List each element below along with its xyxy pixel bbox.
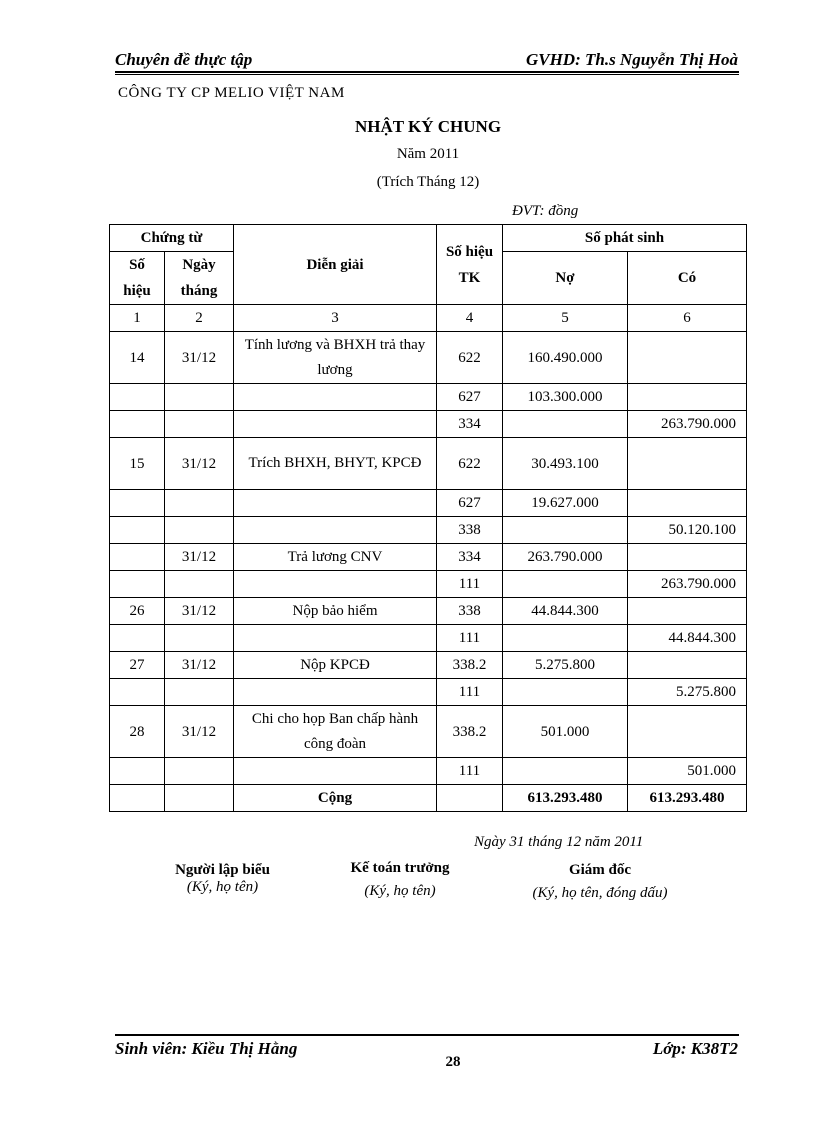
description-cell: Trích BHXH, BHYT, KPCĐ xyxy=(234,438,437,490)
column-number: 3 xyxy=(234,305,437,332)
header-voucher-number: Số hiệu xyxy=(110,252,165,305)
debit-cell: 5.275.800 xyxy=(503,652,628,679)
voucher-date-cell xyxy=(165,625,234,652)
table-row xyxy=(110,706,747,758)
chief-accountant-title: Kế toán trưởng xyxy=(350,860,450,876)
footer-student: Sinh viên: Kiều Thị Hằng xyxy=(115,1039,298,1058)
table-row xyxy=(110,490,747,517)
description-cell xyxy=(234,571,437,598)
column-number: 5 xyxy=(503,305,628,332)
account-cell: 111 xyxy=(437,679,503,706)
director-note: (Ký, họ tên, đóng dấu) xyxy=(532,885,668,901)
voucher-number-cell xyxy=(110,544,165,571)
header-amount: Số phát sinh xyxy=(503,225,747,252)
table-row xyxy=(110,517,747,544)
footer-rule xyxy=(115,1034,739,1036)
account-cell: 111 xyxy=(437,758,503,785)
voucher-number-cell: 28 xyxy=(110,706,165,758)
currency-unit: ĐVT: đồng xyxy=(512,203,579,219)
total-label: Cộng xyxy=(234,785,437,812)
debit-cell: 160.490.000 xyxy=(503,332,628,384)
voucher-number-cell: 27 xyxy=(110,652,165,679)
table-row xyxy=(110,598,747,625)
account-cell: 338.2 xyxy=(437,706,503,758)
document-title: NHẬT KÝ CHUNG xyxy=(354,117,502,136)
credit-cell: 50.120.100 xyxy=(628,517,747,544)
director-title: Giám đốc xyxy=(568,862,632,878)
account-cell: 338 xyxy=(437,598,503,625)
table-row xyxy=(110,411,747,438)
description-cell: Chi cho họp Ban chấp hành công đoàn xyxy=(234,706,437,758)
voucher-date-cell xyxy=(165,679,234,706)
description-cell xyxy=(234,411,437,438)
voucher-number-cell xyxy=(110,679,165,706)
column-number: 1 xyxy=(110,305,165,332)
description-cell xyxy=(234,384,437,411)
voucher-date-cell: 31/12 xyxy=(165,332,234,384)
total-row xyxy=(110,785,747,812)
voucher-date-cell xyxy=(165,758,234,785)
debit-cell: 501.000 xyxy=(503,706,628,758)
table-row xyxy=(110,652,747,679)
account-cell: 111 xyxy=(437,571,503,598)
voucher-date-cell xyxy=(165,490,234,517)
voucher-number-cell xyxy=(110,571,165,598)
description-cell: Nộp KPCĐ xyxy=(234,652,437,679)
column-number: 4 xyxy=(437,305,503,332)
voucher-number-cell: 15 xyxy=(110,438,165,490)
credit-cell: 263.790.000 xyxy=(628,411,747,438)
preparer-note: (Ký, họ tên) xyxy=(186,879,259,895)
description-cell xyxy=(234,490,437,517)
header-voucher-date: Ngày tháng xyxy=(165,252,234,305)
table-row xyxy=(110,679,747,706)
description-cell xyxy=(234,679,437,706)
voucher-date-cell: 31/12 xyxy=(165,438,234,490)
chief-accountant-note: (Ký, họ tên) xyxy=(364,883,436,899)
credit-cell: 5.275.800 xyxy=(628,679,747,706)
header-voucher: Chứng từ xyxy=(110,225,234,252)
voucher-number-cell xyxy=(110,517,165,544)
credit-cell xyxy=(628,490,747,517)
header-debit: Nợ xyxy=(503,252,628,305)
voucher-date-cell: 31/12 xyxy=(165,544,234,571)
company-name: CÔNG TY CP MELIO VIỆT NAM xyxy=(118,85,345,101)
debit-cell: 44.844.300 xyxy=(503,598,628,625)
total-debit: 613.293.480 xyxy=(503,785,628,812)
voucher-date-cell xyxy=(165,411,234,438)
debit-cell: 103.300.000 xyxy=(503,384,628,411)
voucher-date-cell xyxy=(165,571,234,598)
voucher-date-cell: 31/12 xyxy=(165,652,234,679)
description-cell: Trả lương CNV xyxy=(234,544,437,571)
header-rule-thin xyxy=(115,74,739,75)
signature-date: Ngày 31 tháng 12 năm 2011 xyxy=(474,834,644,850)
credit-cell xyxy=(628,384,747,411)
debit-cell xyxy=(503,517,628,544)
description-cell xyxy=(234,625,437,652)
header-left-text: Chuyên đề thực tập xyxy=(115,50,253,69)
debit-cell: 19.627.000 xyxy=(503,490,628,517)
voucher-date-cell xyxy=(165,384,234,411)
account-cell: 627 xyxy=(437,384,503,411)
credit-cell xyxy=(628,706,747,758)
credit-cell: 44.844.300 xyxy=(628,625,747,652)
signature-director xyxy=(505,862,695,902)
account-cell: 622 xyxy=(437,438,503,490)
header-account: Số hiệu TK xyxy=(437,225,503,305)
document-year: Năm 2011 xyxy=(396,146,460,162)
table-row xyxy=(110,332,747,384)
document-extract: (Trích Tháng 12) xyxy=(376,174,480,190)
account-cell: 338 xyxy=(437,517,503,544)
debit-cell xyxy=(503,411,628,438)
description-cell: Nộp bảo hiểm xyxy=(234,598,437,625)
footer-class: Lớp: K38T2 xyxy=(652,1039,738,1058)
credit-cell xyxy=(628,332,747,384)
table-row xyxy=(110,384,747,411)
debit-cell xyxy=(503,571,628,598)
header-rule xyxy=(115,71,739,73)
account-cell: 622 xyxy=(437,332,503,384)
credit-cell xyxy=(628,438,747,490)
account-cell: 627 xyxy=(437,490,503,517)
account-cell: 111 xyxy=(437,625,503,652)
debit-cell: 263.790.000 xyxy=(503,544,628,571)
total-credit: 613.293.480 xyxy=(628,785,747,812)
voucher-number-cell: 14 xyxy=(110,332,165,384)
table-row xyxy=(110,438,747,490)
column-number: 6 xyxy=(628,305,747,332)
voucher-number-cell xyxy=(110,490,165,517)
voucher-number-cell xyxy=(110,625,165,652)
debit-cell: 30.493.100 xyxy=(503,438,628,490)
journal-table xyxy=(109,224,747,812)
signature-preparer xyxy=(150,862,295,896)
credit-cell: 501.000 xyxy=(628,758,747,785)
debit-cell xyxy=(503,679,628,706)
column-number: 2 xyxy=(165,305,234,332)
credit-cell: 263.790.000 xyxy=(628,571,747,598)
voucher-number-cell: 26 xyxy=(110,598,165,625)
description-cell xyxy=(234,758,437,785)
debit-cell xyxy=(503,758,628,785)
table-row xyxy=(110,571,747,598)
account-cell: 334 xyxy=(437,544,503,571)
column-number-row xyxy=(110,305,747,332)
signature-chief-accountant xyxy=(330,860,470,900)
table-row xyxy=(110,544,747,571)
table-row xyxy=(110,625,747,652)
credit-cell xyxy=(628,652,747,679)
account-cell: 334 xyxy=(437,411,503,438)
page-number: 28 xyxy=(445,1054,461,1070)
header-description: Diễn giải xyxy=(234,225,437,305)
credit-cell xyxy=(628,598,747,625)
description-cell xyxy=(234,517,437,544)
description-cell: Tính lương và BHXH trả thay lương xyxy=(234,332,437,384)
table-row xyxy=(110,758,747,785)
debit-cell xyxy=(503,625,628,652)
account-cell: 338.2 xyxy=(437,652,503,679)
voucher-date-cell: 31/12 xyxy=(165,706,234,758)
header-credit: Có xyxy=(628,252,747,305)
header-right-text: GVHD: Th.s Nguyễn Thị Hoà xyxy=(525,50,738,69)
voucher-date-cell: 31/12 xyxy=(165,598,234,625)
preparer-title: Người lập biểu xyxy=(175,862,270,878)
voucher-number-cell xyxy=(110,758,165,785)
voucher-number-cell xyxy=(110,411,165,438)
voucher-number-cell xyxy=(110,384,165,411)
credit-cell xyxy=(628,544,747,571)
voucher-date-cell xyxy=(165,517,234,544)
